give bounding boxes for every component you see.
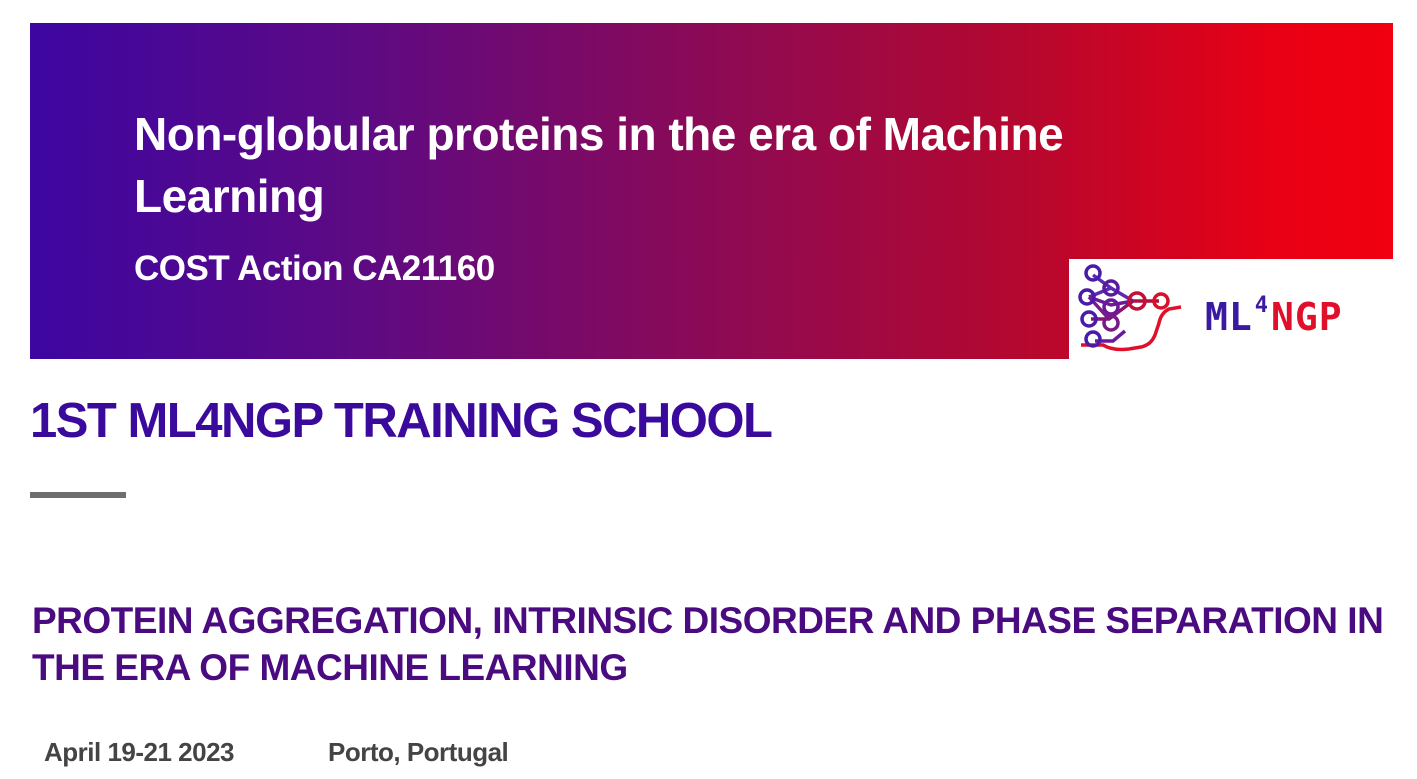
logo-text-ml: ML xyxy=(1205,295,1253,339)
banner-subtitle: COST Action CA21160 xyxy=(134,249,495,288)
event-date: April 19-21 2023 xyxy=(44,737,235,767)
topic-title: PROTEIN AGGREGATION, INTRINSIC DISORDER AND PHASE SEPARATION IN THE ERA OF MACHINE LEARNING xyxy=(32,600,1384,688)
logo-wordmark xyxy=(1205,295,1343,339)
logo-text-ngp: NGP xyxy=(1271,295,1343,339)
school-title: 1ST ML4NGP TRAINING SCHOOL xyxy=(30,394,772,448)
logo-text-sup: 4 xyxy=(1254,293,1270,318)
divider xyxy=(30,492,126,498)
neural-network-icon xyxy=(1073,261,1191,357)
event-location: Porto, Portugal xyxy=(328,737,509,767)
ml4ngp-logo xyxy=(1069,259,1393,359)
banner-title: Non-globular proteins in the era of Machine Learning xyxy=(134,108,1064,222)
